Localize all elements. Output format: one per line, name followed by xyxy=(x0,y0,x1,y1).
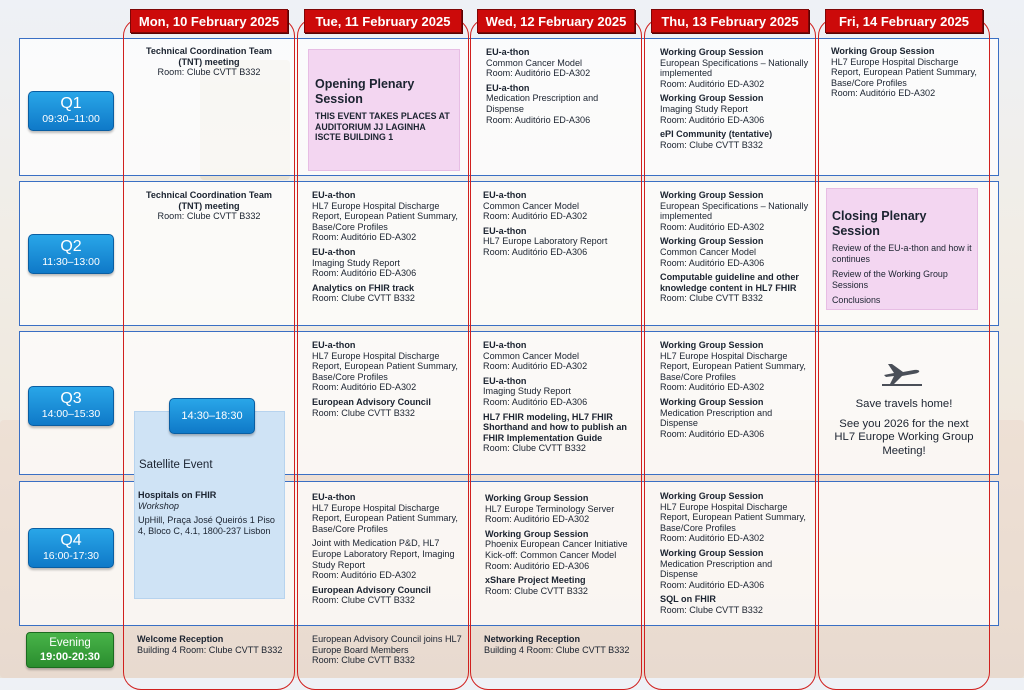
session-topic: Common Cancer Model xyxy=(483,350,580,361)
day-header-mon: Mon, 10 February 2025 xyxy=(130,9,288,33)
slot-button-q3 xyxy=(28,386,114,426)
session-title: Working Group Session xyxy=(660,190,764,200)
session-room: Room: Auditório ED-A302 xyxy=(660,78,765,89)
plenary-title: Closing Plenary Session xyxy=(832,209,927,238)
session-topic: HL7 Europe Hospital Discharge Report, European Patient Summary, Base/Core Profiles xyxy=(831,56,977,88)
session-room: Room: Clube CVTT B332 xyxy=(312,407,415,418)
session-title: EU-a-thon xyxy=(312,246,356,257)
session-room: Room: Clube CVTT B332 xyxy=(312,595,415,606)
session-title: Networking Reception xyxy=(484,634,580,644)
session-topic: European Specifications – Nationally implemented xyxy=(660,200,809,222)
wed-q3-sessions xyxy=(483,340,633,454)
slot-label: Q4 xyxy=(60,532,82,549)
day-header-fri: Fri, 14 February 2025 xyxy=(825,9,983,33)
session-room: Room: Clube CVTT B332 xyxy=(312,655,415,666)
save-travels-text: Save travels home! xyxy=(855,398,953,410)
session-room: Room: Auditório ED-A302 xyxy=(483,361,588,372)
satellite-event-details xyxy=(138,490,280,536)
satellite-time-button: 14:30–18:30 xyxy=(169,398,255,434)
thu-q4-sessions xyxy=(660,491,810,616)
session-room: Room: Auditório ED-A306 xyxy=(483,396,588,407)
slot-label: Evening xyxy=(49,637,91,649)
session-room: Room: Auditório ED-A302 xyxy=(660,533,765,544)
session-room: Room: Auditório ED-A302 xyxy=(486,68,591,79)
plenary-item: Review of the EU-a-thon and how it continues xyxy=(832,243,972,264)
session-title: SQL on FHIR xyxy=(660,594,716,605)
slot-time: 19:00-20:30 xyxy=(40,651,100,663)
session-topic: Imaging Study Report xyxy=(660,103,748,114)
session-topic: Imaging Study Report xyxy=(483,386,571,397)
session-room: Building 4 Room: Clube CVTT B332 xyxy=(484,644,630,655)
session-topic: Joint with Medication P&D, HL7 Europe Laboratory Report, Imaging Study Report xyxy=(312,538,455,570)
mon-evening-session xyxy=(137,634,287,655)
session-room: Room: Auditório ED-A302 xyxy=(660,382,765,393)
thu-q1-sessions xyxy=(660,47,810,150)
session-room: Room: Auditório ED-A306 xyxy=(483,246,588,257)
session-title: EU-a-thon xyxy=(312,340,356,350)
slot-label: Q3 xyxy=(60,390,82,407)
session-topic: Common Cancer Model xyxy=(486,57,583,68)
session-title: EU-a-thon xyxy=(486,82,530,93)
slot-button-q4 xyxy=(28,528,114,568)
session-room: Room: Auditório ED-A302 xyxy=(660,221,765,232)
session-room: Room: Auditório ED-A302 xyxy=(831,88,936,99)
opening-plenary-box xyxy=(308,49,460,171)
slot-label: Q2 xyxy=(60,238,82,255)
plenary-item: Review of the Working Group Sessions xyxy=(832,269,948,290)
thu-q3-sessions xyxy=(660,340,810,439)
mon-q2-session xyxy=(136,190,282,222)
session-room: Room: Auditório ED-A306 xyxy=(486,114,591,125)
slot-button-evening xyxy=(26,632,114,668)
session-room: Room: Auditório ED-A306 xyxy=(660,257,765,268)
session-title: Welcome Reception xyxy=(137,634,224,644)
session-title: European Advisory Council xyxy=(312,396,431,407)
session-title: Working Group Session xyxy=(660,396,764,407)
session-room: Building 4 Room: Clube CVTT B332 xyxy=(137,644,283,655)
session-topic: HL7 Europe Hospital Discharge Report, European Patient Summary, Base/Core Profiles xyxy=(312,502,458,534)
plenary-title: Opening Plenary Session xyxy=(315,77,415,106)
see-you-text: See you 2026 for the next HL7 Europe Working Group Meeting! xyxy=(834,417,974,457)
slot-button-q1 xyxy=(28,91,114,131)
session-title: HL7 FHIR modeling, HL7 FHIR Shorthand and how to publish an FHIR Implementation Guide xyxy=(483,411,627,443)
session-room: Room: Clube CVTT B332 xyxy=(312,293,415,304)
tue-q4-sessions xyxy=(312,492,462,606)
session-topic: HL7 Europe Hospital Discharge Report, European Patient Summary, Base/Core Profiles xyxy=(660,350,806,382)
day-column-fri xyxy=(818,18,990,690)
day-header-wed: Wed, 12 February 2025 xyxy=(477,9,635,33)
airplane-icon xyxy=(880,360,924,386)
session-title: Working Group Session xyxy=(660,547,764,558)
session-title: EU-a-thon xyxy=(483,375,527,386)
slot-time: 09:30–11:00 xyxy=(42,113,100,125)
session-topic: Common Cancer Model xyxy=(660,246,757,257)
session-room: Room: Auditório ED-A306 xyxy=(312,268,417,279)
session-title: Computable guideline and other knowledge content in HL7 FHIR xyxy=(660,272,799,293)
session-room: Room: Auditório ED-A306 xyxy=(660,579,765,590)
tue-evening-session xyxy=(312,634,462,666)
session-title: Working Group Session xyxy=(660,236,764,247)
session-title: Working Group Session xyxy=(660,93,764,104)
session-topic: HL7 Europe Hospital Discharge Report, European Patient Summary, Base/Core Profiles xyxy=(312,350,458,382)
session-title: Technical Coordination Team (TNT) meeting xyxy=(146,190,272,211)
session-room: Room: Clube CVTT B332 xyxy=(485,585,588,596)
session-title: EU-a-thon xyxy=(486,47,530,57)
slot-time: 11:30–13:00 xyxy=(42,256,100,268)
slot-time: 16:00-17:30 xyxy=(42,550,100,562)
session-room: Room: Auditório ED-A302 xyxy=(312,232,417,243)
session-subtitle: Workshop xyxy=(138,500,179,511)
session-topic: HL7 Europe Hospital Discharge Report, European Patient Summary, Base/Core Profiles xyxy=(660,501,806,533)
session-room: Room: Clube CVTT B332 xyxy=(157,67,261,78)
session-title: EU-a-thon xyxy=(312,190,356,200)
tue-q2-sessions xyxy=(312,190,462,304)
session-title: ePI Community (tentative) xyxy=(660,129,773,140)
wed-q4-sessions xyxy=(485,493,635,596)
session-topic: Medication Prescription and Dispense xyxy=(486,93,599,114)
session-topic: Common Cancer Model xyxy=(483,200,580,211)
thu-q2-sessions xyxy=(660,190,810,304)
slot-label: Q1 xyxy=(60,95,82,112)
session-title: Working Group Session xyxy=(485,528,589,539)
session-title: Working Group Session xyxy=(660,340,764,350)
session-room: Room: Clube CVTT B332 xyxy=(660,604,763,615)
tue-q3-sessions xyxy=(312,340,462,418)
session-topic: Imaging Study Report xyxy=(312,257,400,268)
session-title: EU-a-thon xyxy=(483,340,527,350)
session-topic: HL7 Europe Terminology Server xyxy=(485,503,615,514)
session-title: European Advisory Council xyxy=(312,584,431,595)
session-title: Analytics on FHIR track xyxy=(312,282,415,293)
session-topic: HL7 Europe Hospital Discharge Report, European Patient Summary, Base/Core Profiles xyxy=(312,200,458,232)
session-title: EU-a-thon xyxy=(483,190,527,200)
fri-q1-session xyxy=(831,46,981,99)
wed-evening-session xyxy=(484,634,634,655)
session-room: Room: Clube CVTT B332 xyxy=(660,139,763,150)
session-title: EU-a-thon xyxy=(312,492,356,502)
session-room: Room: Auditório ED-A302 xyxy=(485,514,590,525)
session-room: Room: Clube CVTT B332 xyxy=(157,211,261,222)
session-title: Hospitals on FHIR xyxy=(138,490,217,500)
slot-button-q2 xyxy=(28,234,114,274)
session-topic: European Advisory Council joins HL7 Europe Board Members xyxy=(312,634,462,655)
farewell-note xyxy=(830,398,978,458)
session-topic: Phoenix European Cancer Initiative Kick-off: Common Cancer Model xyxy=(485,539,628,560)
session-room: Room: Clube CVTT B332 xyxy=(660,293,763,304)
session-topic: Medication Prescription and Dispense xyxy=(660,407,773,429)
session-title: Working Group Session xyxy=(660,491,764,501)
satellite-event-title: Satellite Event xyxy=(139,459,213,471)
session-address: UpHill, Praça José Queirós 1 Piso 4, Bloco C, 4.1, 1800-237 Lisbon xyxy=(138,515,275,536)
session-topic: HL7 Europe Laboratory Report xyxy=(483,236,608,247)
session-room: Room: Auditório ED-A302 xyxy=(312,570,417,581)
session-topic: Medication Prescription and Dispense xyxy=(660,558,773,580)
session-title: EU-a-thon xyxy=(483,225,527,236)
session-title: Working Group Session xyxy=(660,47,764,57)
session-title: Working Group Session xyxy=(485,493,589,503)
plenary-item: Conclusions xyxy=(832,295,881,306)
session-room: Room: Auditório ED-A302 xyxy=(312,382,417,393)
session-title: Working Group Session xyxy=(831,46,935,56)
session-room: Room: Auditório ED-A306 xyxy=(660,428,765,439)
mon-q1-session xyxy=(136,46,282,78)
wed-q2-sessions xyxy=(483,190,633,258)
session-title: xShare Project Meeting xyxy=(485,575,586,586)
session-room: Room: Clube CVTT B332 xyxy=(483,443,586,454)
session-topic: European Specifications – Nationally implemented xyxy=(660,57,809,79)
wed-q1-sessions xyxy=(486,47,634,125)
day-header-thu: Thu, 13 February 2025 xyxy=(651,9,809,33)
session-room: Room: Auditório ED-A306 xyxy=(660,114,765,125)
day-header-tue: Tue, 11 February 2025 xyxy=(304,9,462,33)
session-title: Technical Coordination Team (TNT) meeting xyxy=(146,46,272,67)
plenary-location: THIS EVENT TAKES PLACES AT AUDITORIUM JJ LAGINHA ISCTE BUILDING 1 xyxy=(315,111,450,143)
session-room: Room: Auditório ED-A302 xyxy=(483,211,588,222)
closing-plenary-box xyxy=(826,188,978,310)
session-room: Room: Auditório ED-A306 xyxy=(485,560,590,571)
slot-time: 14:00–15:30 xyxy=(41,408,101,420)
